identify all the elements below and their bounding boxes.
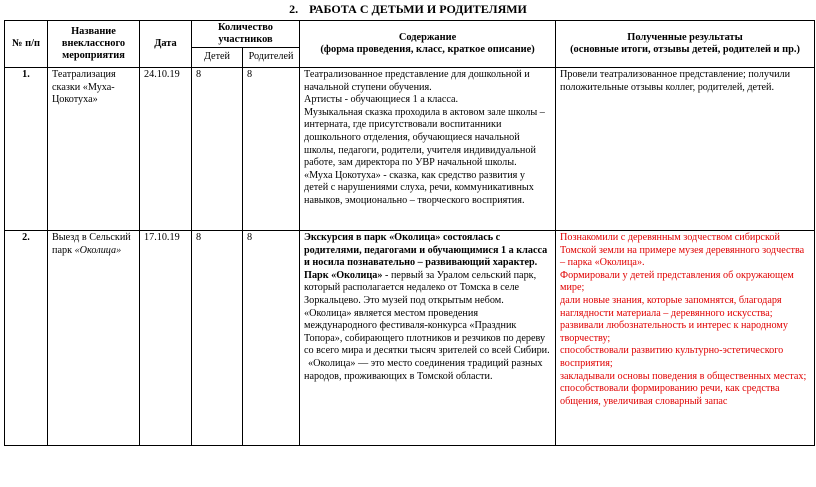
row-content: [300, 68, 556, 231]
content-bold: Экскурсия в парк «Околица» состоялась с родителями, педагогами и обучающимися 1 а класса и носила познавательно – развивающий характер. Парк «Околица»: [304, 232, 548, 281]
header-participants: Количество участников: [192, 21, 300, 48]
header-content-title: Содержание: [398, 32, 457, 43]
row-content: [300, 231, 556, 446]
row-children: 8: [192, 68, 243, 231]
content-paragraph: «Муха Цокотуха» - сказка, как средство развития у детей с нарушениями слуха, речи, коммуникативных навыков, эмоционально – творческого восприятия.: [304, 169, 534, 206]
row-results: [556, 231, 815, 446]
row-results: Провели театрализованное представление; получили положительные отзывы коллег, родителей, детей.: [556, 68, 815, 231]
row-date: 17.10.19: [140, 231, 192, 446]
header-children: Детей: [192, 48, 243, 68]
event-name-italic: «Околица»: [74, 244, 122, 256]
row-number: 2.: [5, 231, 48, 446]
row-date: 24.10.19: [140, 68, 192, 231]
table-row: [5, 231, 815, 446]
row-number: 1.: [5, 68, 48, 231]
row-event: Театрализация сказки «Муха-Цокотуха»: [48, 68, 140, 231]
result-line: способствовали развитию культурно-эстетического восприятия;: [560, 345, 784, 369]
header-results: [556, 21, 815, 68]
content-paragraph: Артисты - обучающиеся 1 а класса.: [304, 94, 459, 106]
section-title: [0, 2, 816, 17]
content-paragraph: Театрализованное представление для дошкольной и начальной ступени обучения.: [304, 69, 530, 93]
header-parents: Родителей: [243, 48, 300, 68]
section-number: 2.: [289, 2, 299, 16]
content-regular: - первый за Уралом сельский парк, который располагается недалеко от Томска в селе Зоркальцево. Это музей под открытым небом.: [304, 269, 537, 306]
table-row: [5, 68, 815, 231]
header-results-sub: (основные итоги, отзывы детей, родителей и пр.): [570, 44, 800, 55]
row-children: 8: [192, 231, 243, 446]
result-line: Познакомили с деревянным зодчеством сибирской Томской земли на примере музея деревянного зодчества – парка «Околица».: [560, 232, 805, 269]
row-event: [48, 231, 140, 446]
header-content: [300, 21, 556, 68]
table-header-row: [5, 21, 815, 48]
row-parents: 8: [243, 231, 300, 446]
result-line: закладывали основы поведения в общественных местах;: [560, 370, 807, 382]
result-line: способствовали формированию речи, как средства общения, увеличивая словарный запас: [560, 383, 780, 407]
result-line: Формировали у детей представления об окружающем мире;: [560, 269, 794, 294]
result-line: развивали любознательность и интерес к народному творчеству;: [560, 320, 788, 344]
content-paragraph: Музыкальная сказка проходила в актовом зале школы – интерната, где присутствовали воспитанники дошкольного отделения, обучающиеся начальной школы, педагоги, родители, учителя индивидуальной работе, зам директора по УВР начальной школы.: [304, 106, 545, 169]
result-line: дали новые знания, которые запомнятся, благодаря наглядности материала – деревянного искусства;: [560, 294, 782, 319]
activities-table: [4, 20, 815, 446]
header-event: Название внеклассного мероприятия: [48, 21, 140, 68]
content-paragraph: «Околица» — это место соединения традиций разных народов, проживающих в Томской области.: [304, 357, 543, 382]
header-num: № п/п: [5, 21, 48, 68]
header-content-sub: (форма проведения, класс, краткое описание): [320, 44, 535, 55]
header-date: Дата: [140, 21, 192, 68]
header-results-title: Полученные результаты: [627, 32, 743, 43]
event-name: Выезд в Сельский парк: [52, 232, 131, 256]
content-paragraph: [304, 232, 551, 308]
section-heading: РАБОТА С ДЕТЬМИ И РОДИТЕЛЯМИ: [309, 2, 527, 16]
row-parents: 8: [243, 68, 300, 231]
content-paragraph: «Околица» является местом проведения международного фестиваля-конкурса «Праздник Топора», собирающего плотников и резчиков по дереву со всего мира и десятки тысяч зрителей со всей Сибири.: [304, 307, 550, 357]
